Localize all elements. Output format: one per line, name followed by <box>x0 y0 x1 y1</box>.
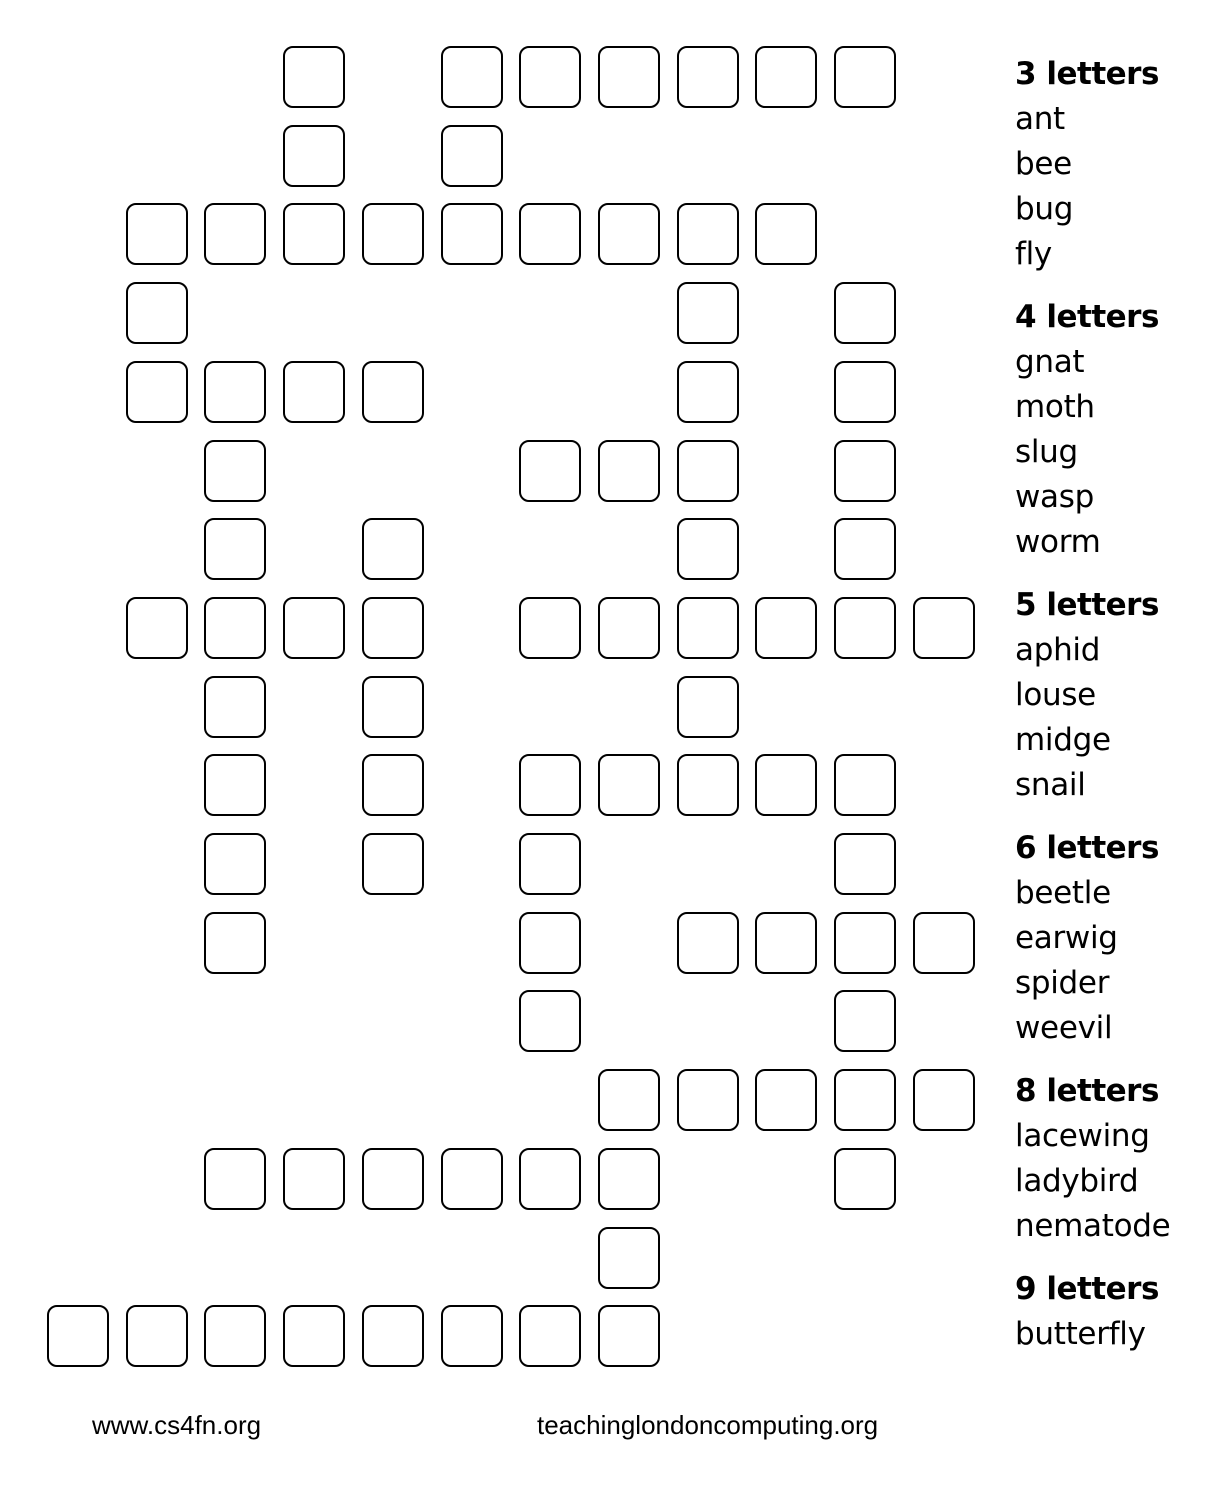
word-group-heading: 9 letters <box>1015 1271 1159 1307</box>
crossword-cell[interactable] <box>598 1227 660 1289</box>
crossword-cell[interactable] <box>126 282 188 344</box>
crossword-cell[interactable] <box>441 1148 503 1210</box>
word-item: ladybird <box>1015 1163 1139 1199</box>
crossword-cell[interactable] <box>755 1069 817 1131</box>
word-item: fly <box>1015 236 1052 272</box>
crossword-cell[interactable] <box>755 203 817 265</box>
crossword-cell[interactable] <box>441 1305 503 1367</box>
crossword-cell[interactable] <box>362 361 424 423</box>
word-item: butterfly <box>1015 1316 1146 1352</box>
word-group-4-letters <box>1015 295 1205 565</box>
footer-cs4fn-link: www.cs4fn.org <box>92 1410 262 1440</box>
crossword-cell[interactable] <box>677 46 739 108</box>
crossword-cell[interactable] <box>519 990 581 1052</box>
crossword-cell[interactable] <box>362 676 424 738</box>
crossword-cell[interactable] <box>913 912 975 974</box>
crossword-cell[interactable] <box>834 440 896 502</box>
crossword-cell[interactable] <box>204 361 266 423</box>
crossword-cell[interactable] <box>204 203 266 265</box>
crossword-cell[interactable] <box>834 597 896 659</box>
crossword-cell[interactable] <box>834 282 896 344</box>
crossword-cell[interactable] <box>283 46 345 108</box>
crossword-cell[interactable] <box>677 440 739 502</box>
word-group-heading: 8 letters <box>1015 1073 1159 1109</box>
crossword-cell[interactable] <box>598 46 660 108</box>
crossword-cell[interactable] <box>519 440 581 502</box>
crossword-cell[interactable] <box>677 282 739 344</box>
crossword-cell[interactable] <box>126 597 188 659</box>
crossword-cell[interactable] <box>204 754 266 816</box>
crossword-cell[interactable] <box>598 1069 660 1131</box>
word-list <box>1015 52 1205 1357</box>
crossword-cell[interactable] <box>598 754 660 816</box>
crossword-cell[interactable] <box>441 203 503 265</box>
word-item: slug <box>1015 434 1078 470</box>
crossword-cell[interactable] <box>755 46 817 108</box>
word-item: moth <box>1015 389 1095 425</box>
crossword-cell[interactable] <box>283 1305 345 1367</box>
crossword-cell[interactable] <box>677 597 739 659</box>
crossword-cell[interactable] <box>519 754 581 816</box>
crossword-cell[interactable] <box>913 597 975 659</box>
word-group-6-letters <box>1015 826 1205 1051</box>
crossword-cell[interactable] <box>362 597 424 659</box>
crossword-cell[interactable] <box>204 676 266 738</box>
crossword-cell[interactable] <box>834 1069 896 1131</box>
word-item: worm <box>1015 524 1101 560</box>
crossword-cell[interactable] <box>913 1069 975 1131</box>
word-item: weevil <box>1015 1010 1113 1046</box>
crossword-cell[interactable] <box>598 1148 660 1210</box>
crossword-cell[interactable] <box>283 361 345 423</box>
crossword-cell[interactable] <box>677 754 739 816</box>
crossword-cell[interactable] <box>834 46 896 108</box>
word-group-heading: 4 letters <box>1015 299 1159 335</box>
crossword-cell[interactable] <box>834 912 896 974</box>
crossword-cell[interactable] <box>283 203 345 265</box>
word-item: nematode <box>1015 1208 1171 1244</box>
crossword-cell[interactable] <box>598 1305 660 1367</box>
crossword-cell[interactable] <box>204 1148 266 1210</box>
word-group-8-letters <box>1015 1069 1205 1249</box>
crossword-cell[interactable] <box>362 754 424 816</box>
word-group-3-letters <box>1015 52 1205 277</box>
crossword-cell[interactable] <box>283 1148 345 1210</box>
crossword-cell[interactable] <box>677 676 739 738</box>
crossword-cell[interactable] <box>362 1305 424 1367</box>
word-item: gnat <box>1015 344 1085 380</box>
crossword-cell[interactable] <box>519 46 581 108</box>
word-group-heading: 5 letters <box>1015 587 1159 623</box>
crossword-cell[interactable] <box>834 990 896 1052</box>
crossword-cell[interactable] <box>362 1148 424 1210</box>
crossword-cell[interactable] <box>204 597 266 659</box>
crossword-cell[interactable] <box>834 361 896 423</box>
crossword-cell[interactable] <box>677 361 739 423</box>
crossword-cell[interactable] <box>204 833 266 895</box>
word-item: aphid <box>1015 632 1101 668</box>
crossword-cell[interactable] <box>519 597 581 659</box>
crossword-cell[interactable] <box>598 597 660 659</box>
crossword-cell[interactable] <box>598 203 660 265</box>
crossword-cell[interactable] <box>126 1305 188 1367</box>
word-item: louse <box>1015 677 1096 713</box>
crossword-cell[interactable] <box>834 833 896 895</box>
word-item: earwig <box>1015 920 1118 956</box>
word-item: spider <box>1015 965 1110 1001</box>
crossword-cell[interactable] <box>362 203 424 265</box>
crossword-cell[interactable] <box>283 597 345 659</box>
crossword-cell[interactable] <box>755 912 817 974</box>
crossword-cell[interactable] <box>204 912 266 974</box>
crossword-cell[interactable] <box>441 125 503 187</box>
crossword-cell[interactable] <box>204 518 266 580</box>
crossword-cell[interactable] <box>126 203 188 265</box>
crossword-cell[interactable] <box>126 361 188 423</box>
word-group-heading: 6 letters <box>1015 830 1159 866</box>
crossword-cell[interactable] <box>47 1305 109 1367</box>
word-group-heading: 3 letters <box>1015 56 1159 92</box>
word-item: wasp <box>1015 479 1094 515</box>
crossword-cell[interactable] <box>677 1069 739 1131</box>
crossword-cell[interactable] <box>677 518 739 580</box>
crossword-cell[interactable] <box>755 754 817 816</box>
word-group-5-letters <box>1015 583 1205 808</box>
crossword-cell[interactable] <box>519 1148 581 1210</box>
crossword-cell[interactable] <box>204 440 266 502</box>
crossword-cell[interactable] <box>834 1148 896 1210</box>
word-item: ant <box>1015 101 1065 137</box>
crossword-cell[interactable] <box>283 125 345 187</box>
crossword-cell[interactable] <box>519 1305 581 1367</box>
crossword-cell[interactable] <box>362 518 424 580</box>
crossword-cell[interactable] <box>204 1305 266 1367</box>
crossword-cell[interactable] <box>677 203 739 265</box>
crossword-cell[interactable] <box>519 203 581 265</box>
word-item: lacewing <box>1015 1118 1150 1154</box>
word-item: snail <box>1015 767 1086 803</box>
crossword-cell[interactable] <box>519 912 581 974</box>
word-group-9-letters <box>1015 1267 1205 1357</box>
footer-teaching-london-computing-link: teachinglondoncomputing.org <box>537 1410 879 1440</box>
crossword-cell[interactable] <box>362 833 424 895</box>
word-item: midge <box>1015 722 1111 758</box>
crossword-cell[interactable] <box>834 518 896 580</box>
crossword-cell[interactable] <box>755 597 817 659</box>
crossword-cell[interactable] <box>834 754 896 816</box>
crossword-cell[interactable] <box>598 440 660 502</box>
crossword-cell[interactable] <box>677 912 739 974</box>
word-item: bug <box>1015 191 1074 227</box>
crossword-cell[interactable] <box>519 833 581 895</box>
crossword-cell[interactable] <box>441 46 503 108</box>
word-item: beetle <box>1015 875 1111 911</box>
word-item: bee <box>1015 146 1072 182</box>
